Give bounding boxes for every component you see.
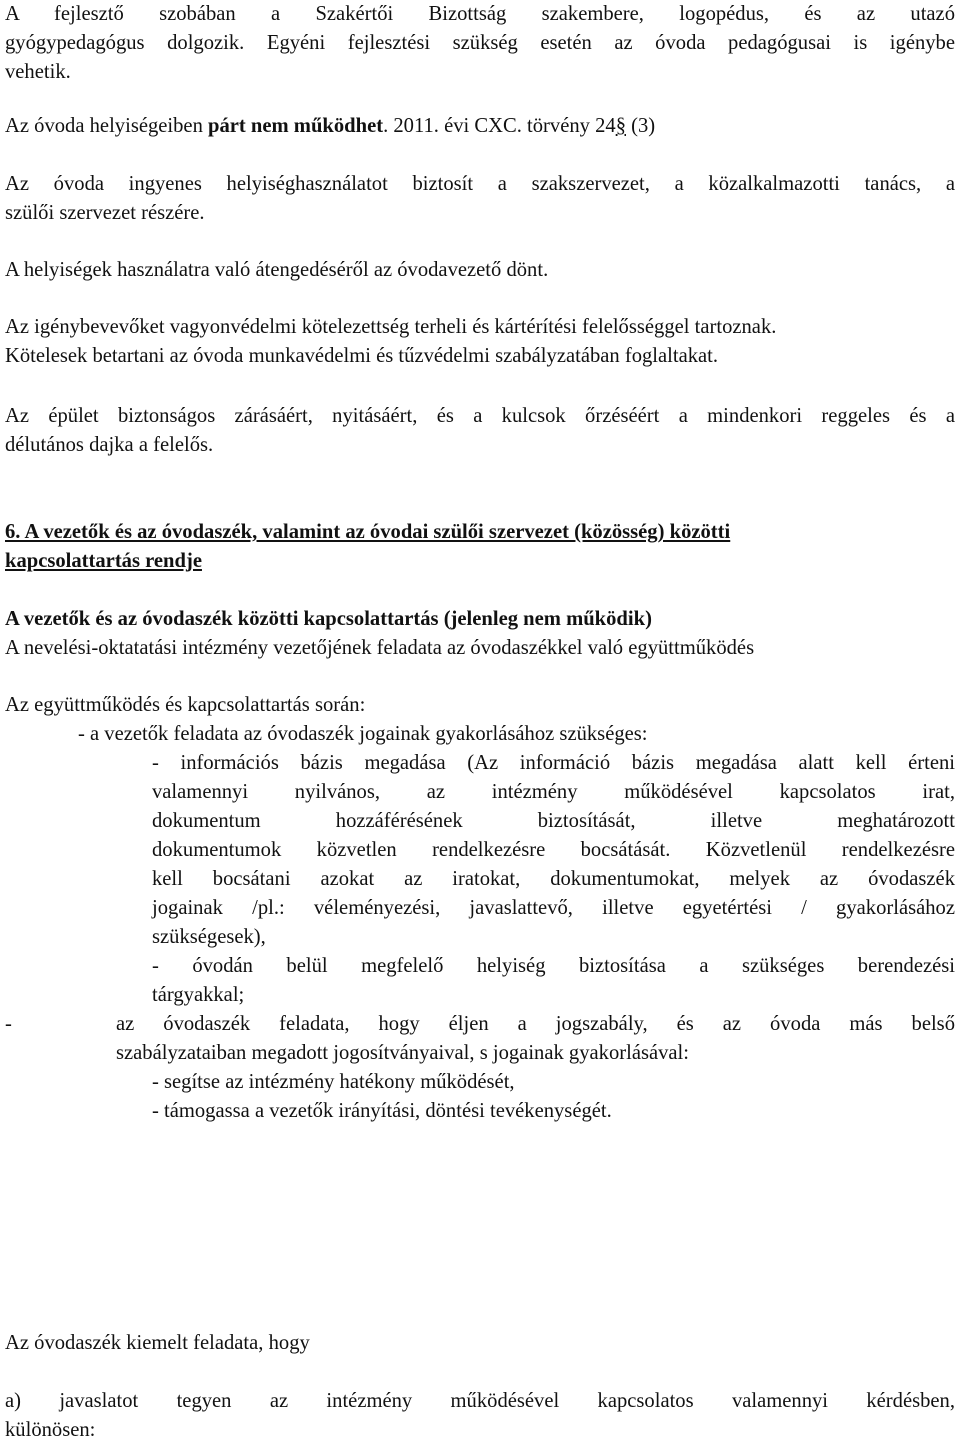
info-base-item: - információs bázis megadása (Az információ bázis megadása alatt kell érteni valamennyi nyilvános, az intézmény működésével kapcsolatos irat, dokumentum hozzáférésének biztosítását, illetve meghatározott dokumentumok közvetlen rendelkezésre bocsátását. Közvetlenül rendelkezésre kell bocsátani azokat az iratokat, dokumentumokat, melyek az óvodaszék jogainak /pl.: véleményezési, javaslattevő, illetve egyetértési / gyakorlásához szükségesek), (152, 752, 955, 948)
highlighted-task-heading: Az óvodaszék kiemelt feladata, hogy (5, 1332, 310, 1354)
section-sign: § (615, 115, 626, 137)
paragraph-lending-decision: A helyiségek használatra való átengedéséről az óvodavezető dönt. (5, 259, 549, 281)
board-subtask-2: - támogassa a vezetők irányítási, döntési tevékenységét. (152, 1100, 612, 1122)
section-heading-6: 6. A vezetők és az óvodaszék, valamint az óvodai szülői szervezet (közösség) közötti kapcsolattartás rendje (5, 521, 731, 572)
board-task-item: - az óvodaszék feladata, hogy éljen a jogszabály, és az óvoda más belső szabályzataiban megadott jogosítványaival, s jogainak gyakorlásával: (5, 1010, 955, 1068)
paragraph-building-security: Az épület biztonságos zárásáért, nyitásáért, és a kulcsok őrzéséért a mindenkori reggeles és a délutános dajka a felelős. (5, 405, 955, 456)
paragraph-liability: Az igénybevevőket vagyonvédelmi kötelezettség terheli és kártérítési felelősséggel tartoznak. Kötelesek betartani az óvoda munkavédelmi és tűzvédelmi szabályzatában foglaltakat. (5, 316, 777, 367)
party-rule-bold: párt nem működhet (208, 115, 384, 137)
list-dash: - (5, 1013, 12, 1035)
paragraph-development-room: A fejlesztő szobában a Szakértői Bizottság szakembere, logopédus, és az utazó gyógypedagógus dolgozik. Egyéni fejlesztési szükség esetén az óvoda pedagógusai is igénybe vehetik. (5, 3, 955, 83)
paragraph-party-rule: Az óvoda helyiségeiben párt nem működhet. 2011. évi CXC. törvény 24§ (3) (5, 115, 656, 137)
intro-sentence: A nevelési-oktatatási intézmény vezetőjének feladata az óvodaszékkel való együttműködés (5, 637, 755, 659)
board-subtask-1: - segítse az intézmény hatékony működését, (152, 1071, 515, 1093)
item-a: a) javaslatot tegyen az intézmény működésével kapcsolatos valamennyi kérdésben, különösen: (5, 1390, 955, 1441)
leader-task-item: - a vezetők feladata az óvodaszék jogainak gyakorlásához szükséges: (78, 723, 648, 745)
room-provision-item: - óvodán belül megfelelő helyiség biztosítása a szükséges berendezési tárgyakkal; (152, 955, 955, 1006)
subheading-leaders-board: A vezetők és az óvodaszék közötti kapcsolattartás (jelenleg nem működik) (5, 608, 652, 630)
cooperation-heading: Az együttműködés és kapcsolattartás során: (5, 694, 366, 716)
paragraph-free-use: Az óvoda ingyenes helyiséghasználatot biztosít a szakszervezet, a közalkalmazotti tanács, a szülői szervezet részére. (5, 173, 955, 224)
